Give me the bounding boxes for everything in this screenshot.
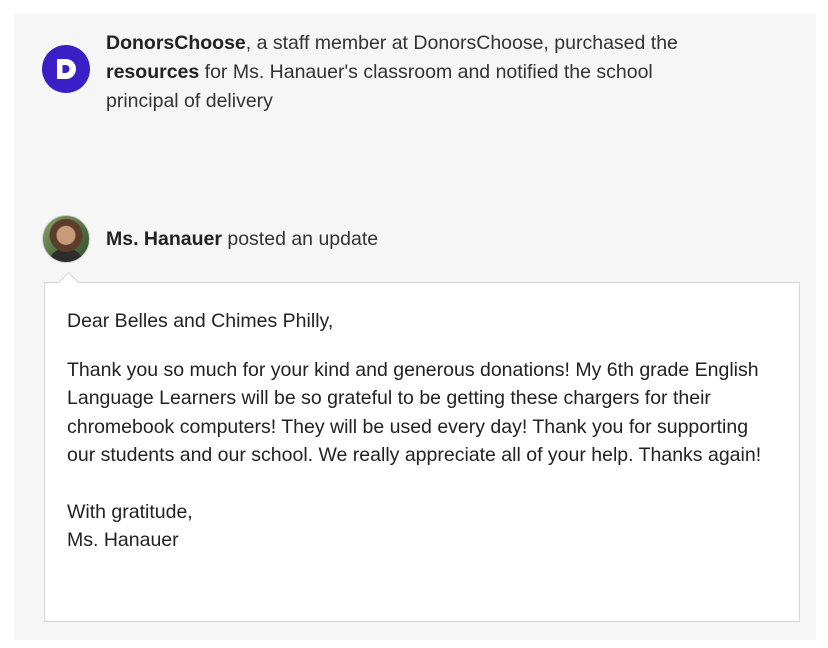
activity-text-part1: , a staff member at DonorsChoose, purchased the [245,32,678,54]
donorschoose-logo-icon[interactable] [42,45,90,93]
activity-text-part2: for Ms. Hanauer's classroom and notified the school principal of delivery [106,61,653,112]
update-body: Thank you so much for your kind and generous donations! My 6th grade English Language Learners will be so grateful to be getting these chargers for their chromebook computers! They will be used every day! Thank you for supporting our students and our school. We really appreciate all of your help. Thanks again! [67,358,762,466]
avatar[interactable] [42,215,90,263]
update-header [42,215,378,263]
update-signature: Ms. Hanauer [67,529,179,551]
update-title [106,228,378,251]
update-action: posted an update [221,227,379,250]
activity-feed [14,14,816,640]
author-name[interactable]: Ms. Hanauer [106,227,222,250]
resources-link[interactable]: resources [106,61,200,83]
update-card [44,282,800,622]
actor-name[interactable]: DonorsChoose [106,32,246,54]
update-greeting: Dear Belles and Chimes Philly, [67,310,334,332]
update-closing: With gratitude, [67,500,193,523]
purchase-activity [42,29,706,116]
activity-text [106,29,706,116]
card-pointer [58,272,79,293]
